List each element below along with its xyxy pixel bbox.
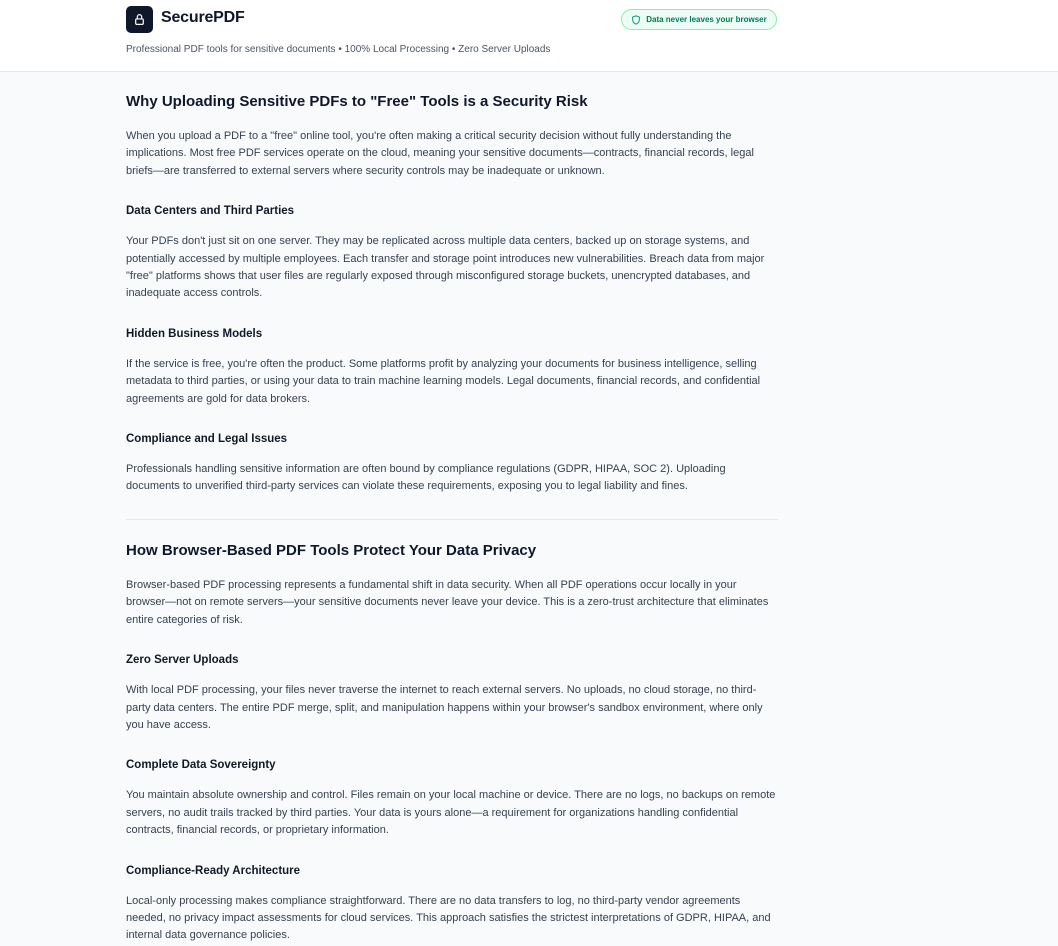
section-intro: When you upload a PDF to a "free" online tool, you're often making a critical security decision without fully understanding the implications. Most free PDF services operate on the cloud, meaning your sensitive documents—contracts, financial records, legal briefs—are transferred to external servers where security controls may be inadequate or unknown. bbox=[126, 130, 754, 177]
section-intro: Browser-based PDF processing represents a fundamental shift in data security. When all PDF operations occur locally in your browser—not on remote servers—your sensitive documents never leave your device. This is a zero-trust architecture that eliminates entire categories of risk. bbox=[126, 578, 769, 626]
lock-icon bbox=[133, 13, 146, 26]
badge-label: Data never leaves your browser bbox=[646, 15, 767, 24]
section-security-risk bbox=[126, 92, 778, 496]
subsection-text: Your PDFs don't just sit on one server. They may be replicated across multiple data centers, backed up on storage systems, and potentially accessed by multiple employees. Each transfer and storage point introduces new vulnerabilities. Breach data from major "free" platforms shows that user files are regularly exposed through misconfigured storage buckets, unencrypted databases, and inadequate access controls. bbox=[126, 235, 765, 300]
section-title: Why Uploading Sensitive PDFs to "Free" Tools is a Security Risk bbox=[126, 93, 588, 110]
subsection-text: Professionals handling sensitive information are often bound by compliance regulations (GDPR, HIPAA, SOC 2). Uploading documents to unverified third-party services can violate these requirements, exposing you to legal liability and fines. bbox=[126, 463, 726, 493]
shield-icon bbox=[631, 15, 641, 25]
subsection-heading: Compliance and Legal Issues bbox=[126, 433, 288, 446]
article bbox=[126, 92, 778, 945]
brand-name[interactable]: SecurePDF bbox=[161, 9, 245, 26]
subsection-text: If the service is free, you're often the product. Some platforms profit by analyzing your documents for business intelligence, selling metadata to third parties, or using your data to train machine learning models. Legal documents, financial records, and confidential agreements are gold for data brokers. bbox=[126, 357, 761, 405]
subsection-heading: Data Centers and Third Parties bbox=[126, 205, 295, 218]
privacy-badge bbox=[621, 9, 777, 30]
section-title: How Browser-Based PDF Tools Protect Your Data Privacy bbox=[126, 541, 537, 559]
logo[interactable] bbox=[126, 6, 153, 33]
subsection-heading: Compliance-Ready Architecture bbox=[126, 864, 301, 877]
subsection-text: You maintain absolute ownership and control. Files remain on your local machine or device. There are no logs, no backups on remote servers, no audit trails tracked by third parties. Your data is yours alone—a requirement for organizations handling confidential contracts, financial records, or proprietary information. bbox=[126, 789, 776, 837]
subsection-heading: Zero Server Uploads bbox=[126, 654, 239, 667]
tagline: Professional PDF tools for sensitive documents • 100% Local Processing • Zero Server Uploads bbox=[126, 44, 551, 55]
subsection-heading: Complete Data Sovereignty bbox=[126, 759, 276, 772]
section-browser-protection bbox=[126, 541, 778, 945]
site-header bbox=[0, 0, 1058, 72]
subsection-text: With local PDF processing, your files never traverse the internet to reach external servers. No uploads, no cloud storage, no third-party data centers. The entire PDF merge, split, and manipulation happens within your browser's sandbox environment, where only you have access. bbox=[126, 684, 763, 731]
subsection-heading: Hidden Business Models bbox=[126, 327, 263, 340]
section-divider bbox=[126, 519, 778, 520]
subsection-text: Local-only processing makes compliance straightforward. There are no data transfers to log, no third-party vendor agreements needed, no privacy impact assessments for cloud services. This approach satisfies the strictest interpretations of GDPR, HIPAA, and internal data governance policies. bbox=[126, 894, 771, 942]
